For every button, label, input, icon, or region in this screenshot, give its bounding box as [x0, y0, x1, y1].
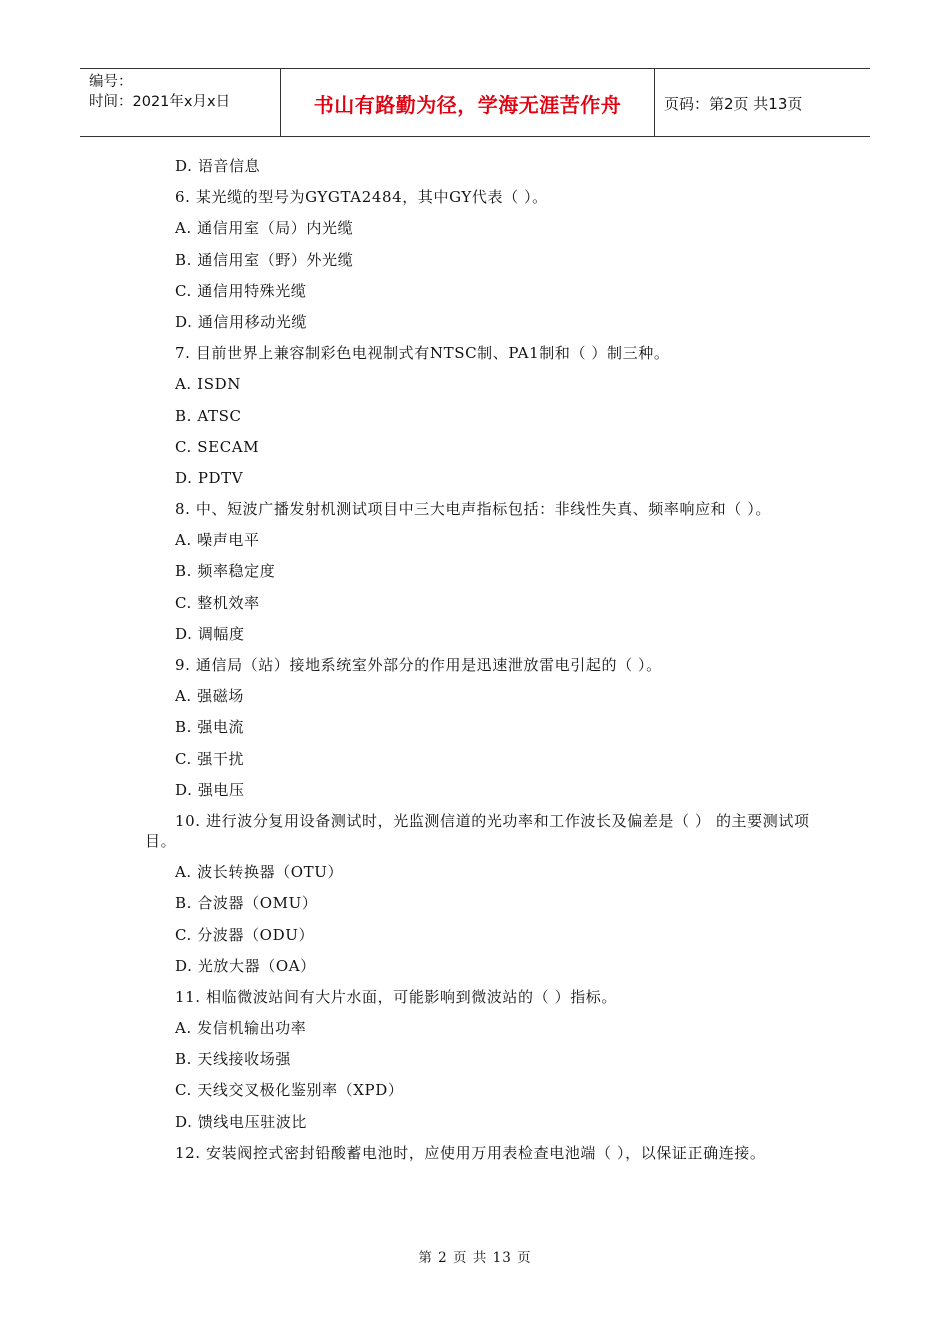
question-line: 9. 通信局（站）接地系统室外部分的作用是迅速泄放雷电引起的（ ）。	[175, 656, 662, 674]
option-line: A. 发信机输出功率	[175, 1019, 307, 1038]
option-line: D. 语音信息	[175, 157, 261, 175]
header-page-info: 页码：第2页 共13页	[664, 94, 803, 113]
option-line: B. 合波器（OMU）	[175, 894, 318, 913]
option-line: C. SECAM	[175, 437, 260, 456]
option-line: A. 噪声电平	[175, 531, 260, 550]
question-line: 6. 某光缆的型号为GYGTA2484，其中GY代表（ ）。	[175, 188, 548, 207]
option-line: B. 天线接收场强	[175, 1050, 291, 1069]
option-line: C. 通信用特殊光缆	[175, 281, 307, 300]
option-line: A. 强磁场	[175, 687, 244, 706]
header-motto: 书山有路勤为径，学海无涯苦作舟	[281, 69, 655, 136]
document-date: 时间：2021年x月x日	[89, 94, 231, 110]
option-line: D. 调幅度	[175, 624, 245, 643]
option-line: C. 天线交叉极化鉴别率（XPD）	[175, 1081, 404, 1100]
document-number-label: 编号：	[89, 74, 133, 90]
header-meta	[80, 69, 281, 136]
option-line: B. ATSC	[175, 406, 242, 425]
question-line: 7. 目前世界上兼容制彩色电视制式有NTSC制、PA1制和（ ）制三种。	[175, 344, 670, 363]
option-line: C. 分波器（ODU）	[175, 925, 315, 944]
option-line: D. 强电压	[175, 780, 245, 799]
option-line: D. PDTV	[175, 468, 244, 487]
option-line: A. ISDN	[175, 375, 241, 394]
option-line: A. 波长转换器（OTU）	[175, 863, 344, 882]
option-line: D. 馈线电压驻波比	[175, 1112, 308, 1131]
option-line: B. 频率稳定度	[175, 562, 276, 581]
option-line: A. 通信用室（局）内光缆	[175, 219, 354, 238]
question-line: 11. 相临微波站间有大片水面，可能影响到微波站的（ ）指标。	[175, 987, 617, 1006]
option-line: D. 光放大器（OA）	[175, 956, 316, 975]
option-line: B. 强电流	[175, 718, 245, 737]
option-line: B. 通信用室（野）外光缆	[175, 250, 354, 269]
option-line: C. 整机效率	[175, 593, 260, 612]
document-body	[145, 156, 810, 1174]
page-header	[80, 68, 870, 137]
question-line: 12. 安装阀控式密封铅酸蓄电池时，应使用万用表检查电池端（ ），以保证正确连接。	[175, 1143, 766, 1162]
page-footer: 第 2 页 共 13 页	[418, 1250, 532, 1266]
option-line: C. 强干扰	[175, 749, 245, 768]
question-line: 8. 中、短波广播发射机测试项目中三大电声指标包括：非线性失真、频率响应和（ ）。	[175, 500, 771, 519]
option-line: D. 通信用移动光缆	[175, 312, 308, 331]
question-line: 10. 进行波分复用设备测试时，光监测信道的光功率和工作波长及偏差是（ ） 的主要测试项目。	[145, 811, 810, 850]
